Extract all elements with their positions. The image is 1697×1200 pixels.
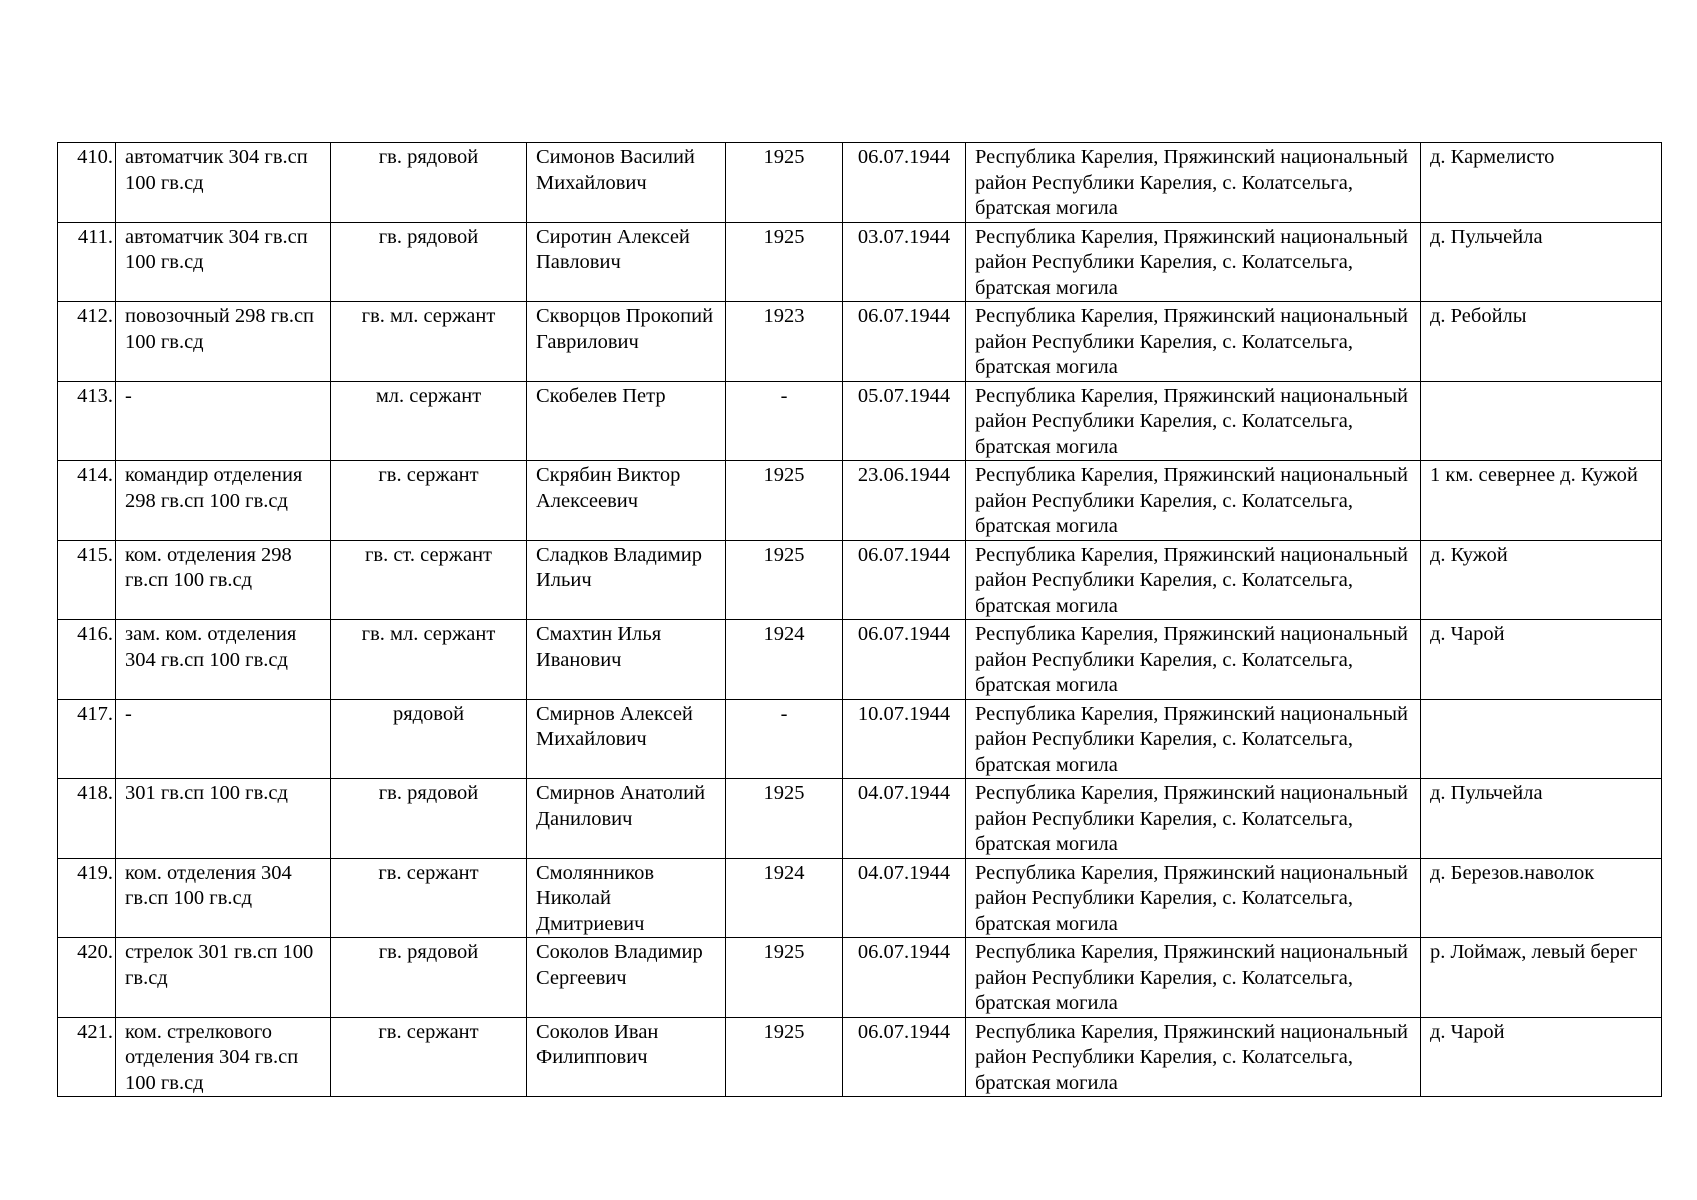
burial-place-cell: Республика Карелия, Пряжинский национальный район Республики Карелия, с. Колатсельга, братская могила [966,540,1421,620]
unit-cell: 301 гв.сп 100 гв.сд [116,779,331,859]
death-place-cell [1421,699,1662,779]
rank-cell: гв. мл. сержант [331,620,527,700]
record-number: 420. [58,938,116,1018]
table-row [58,1017,1662,1097]
death-place-cell: д. Пульчейла [1421,779,1662,859]
table-row [58,222,1662,302]
full-name-cell: Скобелев Петр [527,381,726,461]
table-row [58,858,1662,938]
unit-cell: автоматчик 304 гв.сп 100 гв.сд [116,143,331,223]
full-name-cell: Скрябин Виктор Алексеевич [527,461,726,541]
full-name-cell: Сиротин Алексей Павлович [527,222,726,302]
death-place-cell: 1 км. севернее д. Кужой [1421,461,1662,541]
burial-place-cell: Республика Карелия, Пряжинский национальный район Республики Карелия, с. Колатсельга, братская могила [966,381,1421,461]
full-name-cell: Сладков Владимир Ильич [527,540,726,620]
death-place-cell: д. Кармелисто [1421,143,1662,223]
burial-records-table [57,142,1662,1097]
rank-cell: гв. рядовой [331,143,527,223]
birth-year-cell: 1923 [726,302,843,382]
death-place-cell: д. Березов.наволок [1421,858,1662,938]
table-row [58,699,1662,779]
record-number: 410. [58,143,116,223]
table-row [58,540,1662,620]
birth-year-cell: 1925 [726,461,843,541]
death-date-cell: 23.06.1944 [843,461,966,541]
rank-cell: гв. рядовой [331,938,527,1018]
full-name-cell: Смирнов Анатолий Данилович [527,779,726,859]
burial-place-cell: Республика Карелия, Пряжинский национальный район Республики Карелия, с. Колатсельга, братская могила [966,143,1421,223]
full-name-cell: Смолянников Николай Дмитриевич [527,858,726,938]
rank-cell: гв. сержант [331,858,527,938]
rank-cell: гв. рядовой [331,779,527,859]
burial-place-cell: Республика Карелия, Пряжинский национальный район Республики Карелия, с. Колатсельга, братская могила [966,779,1421,859]
death-date-cell: 03.07.1944 [843,222,966,302]
full-name-cell: Скворцов Прокопий Гаврилович [527,302,726,382]
unit-cell: повозочный 298 гв.сп 100 гв.сд [116,302,331,382]
record-number: 414. [58,461,116,541]
burial-place-cell: Республика Карелия, Пряжинский национальный район Республики Карелия, с. Колатсельга, братская могила [966,222,1421,302]
table-row [58,381,1662,461]
birth-year-cell: 1925 [726,540,843,620]
table-row [58,143,1662,223]
table-row [58,779,1662,859]
death-place-cell: д. Пульчейла [1421,222,1662,302]
table-row [58,461,1662,541]
death-date-cell: 04.07.1944 [843,858,966,938]
burial-place-cell: Республика Карелия, Пряжинский национальный район Республики Карелия, с. Колатсельга, братская могила [966,699,1421,779]
record-number: 413. [58,381,116,461]
unit-cell: ком. отделения 304 гв.сп 100 гв.сд [116,858,331,938]
unit-cell: ком. отделения 298 гв.сп 100 гв.сд [116,540,331,620]
full-name-cell: Симонов Василий Михайлович [527,143,726,223]
death-date-cell: 05.07.1944 [843,381,966,461]
record-number: 419. [58,858,116,938]
rank-cell: гв. рядовой [331,222,527,302]
table-row [58,302,1662,382]
birth-year-cell: 1925 [726,1017,843,1097]
rank-cell: гв. сержант [331,461,527,541]
birth-year-cell: 1925 [726,779,843,859]
full-name-cell: Смахтин Илья Иванович [527,620,726,700]
unit-cell: стрелок 301 гв.сп 100 гв.сд [116,938,331,1018]
unit-cell: зам. ком. отделения 304 гв.сп 100 гв.сд [116,620,331,700]
record-number: 417. [58,699,116,779]
birth-year-cell: 1924 [726,620,843,700]
rank-cell: гв. сержант [331,1017,527,1097]
burial-place-cell: Республика Карелия, Пряжинский национальный район Республики Карелия, с. Колатсельга, братская могила [966,620,1421,700]
table-row [58,620,1662,700]
full-name-cell: Соколов Иван Филиппович [527,1017,726,1097]
death-place-cell: р. Лоймаж, левый берег [1421,938,1662,1018]
unit-cell: автоматчик 304 гв.сп 100 гв.сд [116,222,331,302]
unit-cell: - [116,381,331,461]
birth-year-cell: 1925 [726,938,843,1018]
birth-year-cell: 1924 [726,858,843,938]
burial-place-cell: Республика Карелия, Пряжинский национальный район Республики Карелия, с. Колатсельга, братская могила [966,858,1421,938]
table-body [58,143,1662,1097]
rank-cell: гв. ст. сержант [331,540,527,620]
burial-place-cell: Республика Карелия, Пряжинский национальный район Республики Карелия, с. Колатсельга, братская могила [966,1017,1421,1097]
record-number: 415. [58,540,116,620]
birth-year-cell: 1925 [726,143,843,223]
record-number: 416. [58,620,116,700]
birth-year-cell: - [726,381,843,461]
burial-place-cell: Республика Карелия, Пряжинский национальный район Республики Карелия, с. Колатсельга, братская могила [966,461,1421,541]
full-name-cell: Соколов Владимир Сергеевич [527,938,726,1018]
death-place-cell: д. Кужой [1421,540,1662,620]
death-place-cell: д. Чарой [1421,1017,1662,1097]
birth-year-cell: - [726,699,843,779]
death-place-cell: д. Ребойлы [1421,302,1662,382]
rank-cell: гв. мл. сержант [331,302,527,382]
burial-place-cell: Республика Карелия, Пряжинский национальный район Республики Карелия, с. Колатсельга, братская могила [966,302,1421,382]
death-date-cell: 10.07.1944 [843,699,966,779]
full-name-cell: Смирнов Алексей Михайлович [527,699,726,779]
record-number: 411. [58,222,116,302]
death-date-cell: 04.07.1944 [843,779,966,859]
death-place-cell: д. Чарой [1421,620,1662,700]
record-number: 421. [58,1017,116,1097]
birth-year-cell: 1925 [726,222,843,302]
unit-cell: ком. стрелкового отделения 304 гв.сп 100 гв.сд [116,1017,331,1097]
death-date-cell: 06.07.1944 [843,1017,966,1097]
death-date-cell: 06.07.1944 [843,938,966,1018]
unit-cell: - [116,699,331,779]
table-row [58,938,1662,1018]
rank-cell: мл. сержант [331,381,527,461]
unit-cell: командир отделения 298 гв.сп 100 гв.сд [116,461,331,541]
death-date-cell: 06.07.1944 [843,620,966,700]
record-number: 418. [58,779,116,859]
death-date-cell: 06.07.1944 [843,540,966,620]
death-date-cell: 06.07.1944 [843,143,966,223]
burial-place-cell: Республика Карелия, Пряжинский национальный район Республики Карелия, с. Колатсельга, братская могила [966,938,1421,1018]
record-number: 412. [58,302,116,382]
death-place-cell [1421,381,1662,461]
rank-cell: рядовой [331,699,527,779]
death-date-cell: 06.07.1944 [843,302,966,382]
